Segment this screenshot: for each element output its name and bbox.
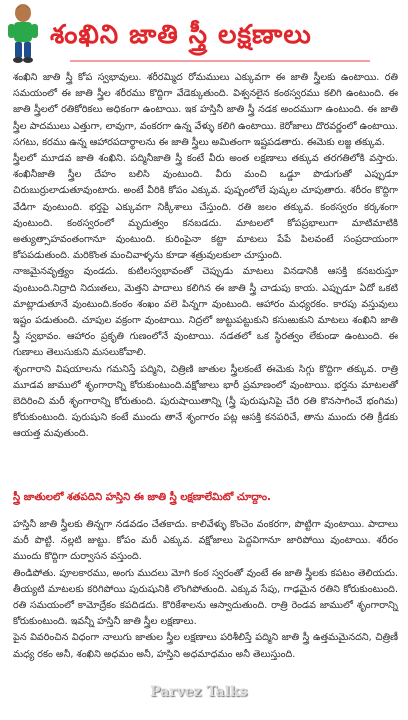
section-subheading: స్త్రీ జాతులలో శతపదిని హస్తిని ఈ జాతి స్త్రీ లక్షణాలేమిటో చూద్దాం.: [13, 492, 271, 503]
page-title: శంఖిని జాతి స్త్రీ లక్షణాలు: [50, 20, 312, 50]
watermark: Parvez Talks: [150, 684, 248, 700]
paragraph: తిండిపోతు. పూలకారము, అంగు ముదలు మోగి కంఠ స్వరంతో వుంటే ఈ జాతి స్త్రీలకు కపటం తెలియదు. తీయ్యటి మాటలకు కరిగిపోయి పురుషునికి లొంగిపోతుంది. ఎక్కువ సేపు, గాఢమైన రతిని కోరుకుంటుంది. రతి సమయంలో కామోద్రేకం కపదిడదు. కొరికేశాలను ఆస్వాదుతుంది. రాత్రి రెండవ జాములో శృంగారాన్ని కోరుకుంటుంది. ఇవన్నీ హస్తినీ జాతి స్త్రీల లక్షణాలు.: [13, 567, 398, 628]
header: [0, 0, 408, 66]
paragraph: నాజమైనవృత్త్యం వుండదు. కుటిలస్వభావంతో చెప్పుడు మాటలు వినడానికి ఆసక్తి కనబరుస్తూ వుంటుంది.నిద్రాది నిదుఃతలు, మెత్తని పాదాలు కలిగిన ఈ జాతి స్త్రీ చాడుపు కాయ. ఎప్పుడూ ఏదో ఒకటి మాట్లాడుతూనే వుంటుంది.కంఠం శంఖం వలె పిన్నగా వుంటుంది. ఆహారం మధ్యరకం. కారపు వస్తువులు ఇష్టం పడుతుంది. చూపుల వక్రంగా వుంటాయి. నిద్రలో జుట్టుపట్టుకుని కసుఱుకుని మాటలు శంఖిని జాతి స్త్రీ స్వభావం. ఆహారం ప్రకృతి గుణంలోనే వుంటాయి. నడతలో ఒక స్థిరత్వం లేకుండా ఉంటుంది. ఈ గుణాలు తెలుసుకుని మసలుకోవాలి.: [13, 266, 398, 359]
article-section-1: [13, 70, 398, 443]
paragraph: శృంగారాని విషయాలను గమనిస్తే పద్మిని, చిత్రిణి జాతుల స్త్రీలకంటే ఈమెకు సిగ్గు కొద్దిగా తక్కువ. రాత్రి మూడవ జాములో శృంగారాన్ని కోరుకుంటుంది.వక్షోజాలు భారీ ప్రమాణంలో వుంటాయి. భర్తను మాటలతో బెదిరించి మరీ శృంగారాన్ని కోరుతుంది. పురుషాయితాన్ని (స్త్రీ పురుషునిపై చేరి రతి కొనసాగించే భంగిమ) కోరుకుంటుంది. పురుషుని కంటే ముందు తానే శృంగారం పట్ల ఆసక్తి కనపరిచే, తాను ముందు రతి క్రీడకు ఆయత్త మవుతుంది.: [13, 363, 398, 440]
avatar-illustration: [4, 2, 42, 64]
title-underline: [70, 60, 370, 62]
paragraph: శంఖిని జాతి స్త్రీ కోప స్వభావులు. శరీరమ్మిద రోమములు ఎక్కువగా ఈ జాతి స్త్రీలకు ఉంటాయి. రతి సమయంలో ఈ జాతి స్త్రీల శరీరము కొద్దిగా వేడెక్కుతుంది. విశ్వనలైన కంఠస్వరము కలిగి ఉంటుంది. ఈ జాతి స్త్రీలలో రతికోరికలు అధికంగా ఉంటాయి. ఇక హస్తినీ జాతి స్త్రీ నడక అందముగా ఉంటుంది. ఈ జాతి స్త్రీల పాదములు ఎత్తుగా, లావుగా, వంకరగా ఉన్న వేళ్ళు కలిగి ఉంటాయి. కెరోజాలు దొరవర్ణంలో ఉంటాయి. సగటు, కరము ఉన్న ఆహారపదార్థాలను ఈ జాతి స్త్రీలు అమితంగా ఇష్టపడతారు. ఈమెకు లజ్జ తక్కువ.: [13, 72, 398, 148]
paragraph: స్త్రీలలో మూడవ జాతి శంఖిని. పద్మినీజాతి స్త్రీ కంటే వీరు అంత లక్షణాలు తక్కువ తరగతిలోకి వస్తారు. శంఖినీజాతి స్త్రీల దేహం బలిసి వుంటుంది. వీరు మంచి ఒడ్డూ పొడుగుతో ఎప్పుడూ చిరుబుర్రులాడుతూవుంటారు. అంటే వీరికి కోపం ఎక్కువ. పుష్పంలోలే పుష్కల చూపుతారు. శరీరం కొద్దిగా వేడిగా వుంటుంది. భర్తపై ఎక్కువగా నిక్కీశాలు చేస్తుంది. రతి జలం తక్కువ. కంఠస్వరం కర్కశంగా వుంటుంది. కంఠస్వరంలో మృదుత్వం కనబడదు. మాటలలో కోపప్రభాలుగా మాటిమాటికి అత్యుత్సాహవంతంగానూ వుంటుంది. కురింపైనా కట్టా మాటలు పేపే పిలవంటే సంప్రదాయంగా కోపపడుతుంది. మరికొంత మంచివాళ్ళను కూడా శత్రువులకులా చూస్తుంది.: [13, 153, 398, 262]
paragraph: హస్తినీ జాతి స్త్రీలకు తిన్నగా నడవడం చేతకాదు. కాలివేళ్ళు కొంచెం వంకరగా, పొట్టిగా వుంటాయి. పాదాలు మరీ పొట్టి. నల్లటి జుట్టు. కోపం మరీ ఎక్కువ. వక్షోజాలు పెద్దవిగానూ జారిపోయి వుంటాయి. శరీరం ముందు కొద్దిగా దుర్వాసన వస్తుంది.: [13, 519, 398, 563]
article-section-2: [13, 517, 398, 663]
paragraph: పైన వివరించిన విధంగా నాలుగు జాతుల స్త్రీల లక్షణాలు పరిశీలిస్తే పద్మిని జాతి స్త్రీ ఉత్తమమైనదని, చిత్రిణీ మధ్య రకం అనీ, శంఖిని అధమం అనీ, హస్తిని అధమాధమం అనీ తెలుస్తుంది.: [13, 632, 398, 660]
